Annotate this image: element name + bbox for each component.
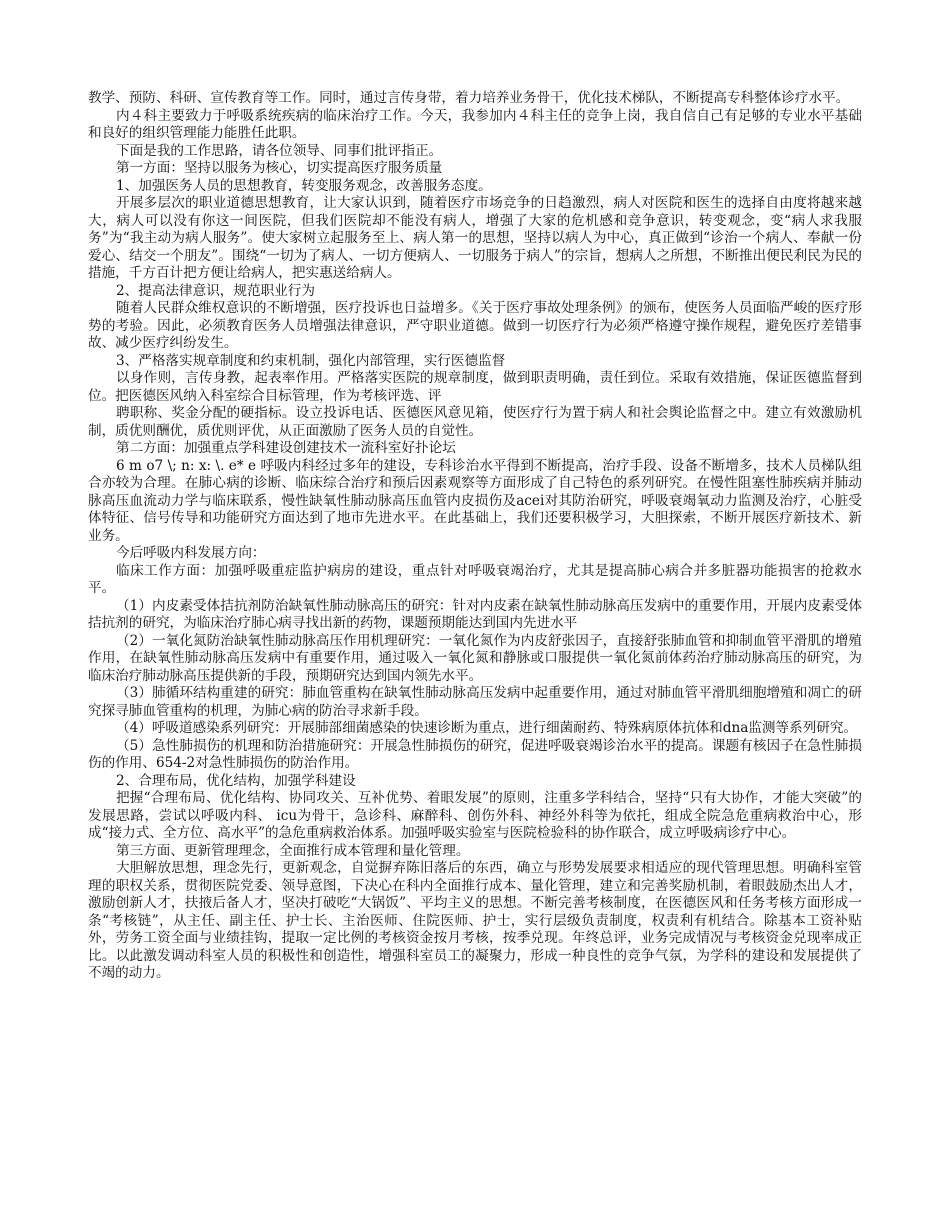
paragraph: 2、合理布局，优化结构，加强学科建设 (116, 772, 356, 789)
paragraph: 把握“合理布局、优化结构、协同攻关、互补优势、着眼发展”的原则，注重多学科结合，坚持“只有大协作，才能大突破”的发展思路，尝试以呼吸内科、 icu为骨干，急诊科、麻醉科、创伤外科、神经外科等为依托，组成全院急危重病救治中心，形成“接力式、全方位、高水平”的急危重病救治体系。加强呼吸实验室与医院检验科的协作联合，成立呼吸病诊疗中心。 (88, 790, 862, 841)
paragraph: 6 m o7 \; n: x: \. e* e 呼吸内科经过多年的建设，专科诊治水平得到不断提高，治疗手段、设备不断增多，技术人员梯队组合亦较为合理。在肺心病的诊断、临床综合治疗和预后因素观察等方面形成了自己特色的系列研究。在慢性阻塞性肺疾病并肺动脉高压血流动力学与临床联系，慢性缺氧性肺动脉高压血管内皮损伤及acei对其防治研究，呼吸衰竭氧动力监测及治疗，心脏受体特征、信号传导和功能研究方面达到了地市先进水平。在此基础上，我们还要积极学习，大胆探索，不断开展医疗新技术、新业务。 (88, 457, 862, 544)
paragraph: 第二方面：加强重点学科建设创建技术一流科室好扑论坛 (116, 440, 456, 456)
paragraph: 今后呼吸内科发展方向： (116, 545, 266, 561)
paragraph: （4）呼吸道感染系列研究：开展肺部细菌感染的快速诊断为重点，进行细菌耐药、特殊病原体抗体和dna监测等系列研究。 (116, 720, 858, 736)
paragraph: 内４科主要致力于呼吸系统疾病的临床治疗工作。今天，我参加内４科主任的竞争上岗，我自信自己有足够的专业水平基础和良好的组织管理能力能胜任此职。 (88, 107, 862, 141)
paragraph: 下面是我的工作思路，请各位领导、同事们批评指正。 (116, 142, 443, 159)
paragraph: 以身作则，言传身教，起表率作用。严格落实医院的规章制度，做到职责明确，责任到位。采取有效措施，保证医德监督到位。把医德医风纳入科室综合目标管理，作为考核评选、评 (88, 370, 862, 404)
paragraph: （5）急性肺损伤的机理和防治措施研究：开展急性肺损伤的研究，促进呼吸衰竭诊治水平的提高。课题有核因子在急性肺损伤的作用、654-2对急性肺损伤的防治作用。 (88, 737, 862, 771)
paragraph: 第三方面、更新管理理念，全面推行成本管理和量化管理。 (116, 842, 470, 859)
paragraph: 教学、预防、科研、宣传教育等工作。同时，通过言传身带，着力培养业务骨干，优化技术梯队，不断提高专科整体诊疗水平。 (88, 90, 850, 106)
paragraph: （3）肺循环结构重建的研究：肺血管重构在缺氧性肺动脉高压发病中起重要作用，通过对肺血管平滑肌细胞增殖和凋亡的研究探寻肺血管重构的机理，为肺心病的防治寻求新手段。 (88, 685, 862, 719)
paragraph: 2、提高法律意识，规范职业行为 (116, 282, 315, 299)
paragraph: 1、加强医务人员的思想教育，转变服务观念，改善服务态度。 (116, 177, 492, 194)
paragraph: 随着人民群众维权意识的不断增强，医疗投诉也日益增多。《关于医疗事故处理条例》的颁布，使医务人员面临严峻的医疗形势的考验。因此，必须教育医务人员增强法律意识，严守职业道德。做到一切医疗行为必须严格遵守操作规程，避免医疗差错事故、减少医疗纠纷发生。 (88, 300, 862, 351)
paragraph: 3、严格落实规章制度和约束机制，强化内部管理，实行医德监督 (116, 352, 506, 369)
document-body (88, 90, 862, 983)
paragraph: 开展多层次的职业道德思想教育，让大家认识到，随着医疗市场竞争的日趋激烈，病人对医院和医生的选择自由度将越来越大，病人可以没有你这一间医院，但我们医院却不能没有病人，增强了大家的危机感和竞争意识，转变观念，变“病人求我服务”为“我主动为病人服务”。使大家树立起服务至上、病人第一的思想，坚持以病人为中心，真正做到“诊治一个病人、奉献一份爱心、结交一个朋友”。围绕“一切为了病人、一切方便病人、一切服务于病人”的宗旨，想病人之所想，不断推出便民利民为民的措施，千方百计把方便让给病人，把实惠送给病人。 (88, 195, 862, 281)
paragraph: 大胆解放思想，理念先行，更新观念，自觉摒弃陈旧落后的东西，确立与形势发展要求相适应的现代管理思想。明确科室管理的职权关系，贯彻医院党委、领导意图，下决心在科内全面推行成本、量化管理，建立和完善奖励机制，着眼鼓励杰出人才，激励创新人才，扶掖后备人才，坚决打破吃“大锅饭”、平均主义的思想。不断完善考核制度，在医德医风和任务考核方面形成一条“考核链”，从主任、副主任、护士长、主治医师、住院医师、护士，实行层级负责制度，权责利有机结合。除基本工资补贴外，劳务工资全面与业绩挂钩，提取一定比例的考核资金按月考核，按季兑现。年终总评，业务完成情况与考核资金兑现率成正比。以此激发调动科室人员的积极性和创造性，增强科室员工的凝聚力，形成一种良性的竞争气氛，为学科的建设和发展提供了不竭的动力。 (88, 860, 862, 981)
paragraph: 第一方面：坚持以服务为核心，切实提高医疗服务质量 (116, 160, 443, 176)
paragraph: 临床工作方面：加强呼吸重症监护病房的建设，重点针对呼吸衰竭治疗，尤其是提高肺心病合并多脏器功能损害的抢救水平。 (88, 562, 862, 596)
paragraph: （2）一氧化氮防治缺氧性肺动脉高压作用机理研究：一氧化氮作为内皮舒张因子，直接舒张肺血管和抑制血管平滑肌的增殖作用，在缺氧性肺动脉高压发病中有重要作用，通过吸入一氧化氮和静脉或口服提供一氧化氮前体药治疗肺动脉高压的研究，为临床治疗肺动脉高压提供新的手段，预期研究达到国内领先水平。 (88, 632, 862, 684)
paragraph: （1）内皮素受体拮抗剂防治缺氧性肺动脉高压的研究：针对内皮素在缺氧性肺动脉高压发病中的重要作用，开展内皮素受体拮抗剂的研究，为临床治疗肺心病寻找出新的药物，课题预期能达到国内先进水平 (88, 597, 862, 631)
paragraph: 聘职称、奖金分配的硬指标。设立投诉电话、医德医风意见箱，使医疗行为置于病人和社会舆论监督之中。建立有效激励机制，质优则酬优，质优则评优，从正面激励了医务人员的自觉性。 (88, 405, 862, 439)
